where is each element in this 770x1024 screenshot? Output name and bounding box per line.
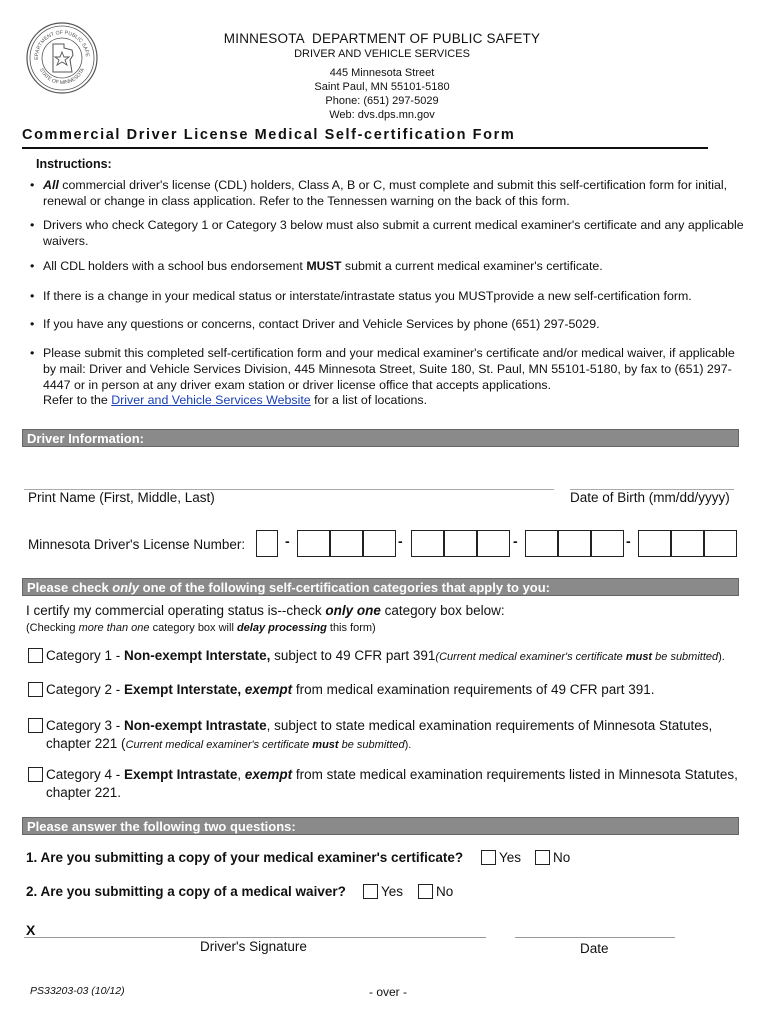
- name-label: Print Name (First, Middle, Last): [28, 490, 215, 505]
- q2-no-label: No: [436, 884, 454, 899]
- date-field[interactable]: [515, 937, 675, 938]
- dl-digit-box[interactable]: [477, 530, 510, 557]
- category-2-label: Category 2 - Exempt Interstate, exempt from medical examination requirements of 49 CFR part 391.: [46, 682, 655, 697]
- dl-digit-box[interactable]: [558, 530, 591, 557]
- signature-field[interactable]: [24, 937, 486, 938]
- dl-digit-box[interactable]: [671, 530, 704, 557]
- dl-dash: -: [513, 533, 518, 549]
- instruction-bullet-3: • All CDL holders with a school bus endorsement MUST submit a current medical examiner's certificate.: [30, 259, 603, 273]
- dl-digit-box[interactable]: [444, 530, 477, 557]
- instructions-heading: Instructions:: [36, 157, 112, 171]
- dl-digit-box[interactable]: [256, 530, 278, 557]
- division-name: DRIVER AND VEHICLE SERVICES: [294, 48, 470, 60]
- title-divider: [22, 147, 708, 149]
- dl-digit-box[interactable]: [411, 530, 444, 557]
- categories-header: Please check only one of the following self-certification categories that apply to you:: [22, 578, 739, 596]
- q1-yes-checkbox[interactable]: [481, 850, 496, 865]
- dl-digit-box[interactable]: [297, 530, 330, 557]
- q1-yes-label: Yes: [499, 850, 522, 865]
- instruction-bullet-6: • Please submit this completed self-certification form and your medical examiner's certificate and/or medical waiver, if applicable by mail: Driver and Vehicle Services Division, 445 Minnesota Street, Suite 180, St. Paul, MN 55101-5180, by fax to (651) 297-4447 or in person at any driver exam station or driver license office that accepts applications. Refer to the Driver and Vehicle Services Website for a list of locations.: [30, 346, 735, 408]
- question-2: 2. Are you submitting a copy of a medical waiver?: [26, 884, 346, 899]
- form-number: PS33203-03 (10/12): [30, 985, 125, 997]
- date-label: Date: [580, 941, 609, 956]
- category-4-label: Category 4 - Exempt Intrastate, exempt from state medical examination requirements listed in Minnesota Statutes, chapter 221.: [46, 767, 738, 800]
- dl-digit-box[interactable]: [591, 530, 624, 557]
- q2-yes-checkbox[interactable]: [363, 884, 378, 899]
- dob-label: Date of Birth (mm/dd/yyyy): [570, 490, 730, 505]
- processing-note: (Checking more than one category box will delay processing this form): [26, 622, 376, 634]
- dl-digit-box[interactable]: [363, 530, 396, 557]
- dl-dash: -: [398, 533, 403, 549]
- agency-name: MINNESOTA DEPARTMENT OF PUBLIC SAFETY: [223, 31, 541, 46]
- q2-yes-label: Yes: [381, 884, 404, 899]
- dl-digit-box[interactable]: [525, 530, 558, 557]
- instruction-bullet-2: • Drivers who check Category 1 or Category 3 below must also submit a current medical examiner's certificate and any applicable waivers.: [30, 218, 744, 248]
- instruction-bullet-4: • If there is a change in your medical status or interstate/intrastate status you MUSTprovide a new self-certification form.: [30, 289, 692, 303]
- signature-label: Driver's Signature: [200, 939, 307, 954]
- form-title: Commercial Driver License Medical Self-certification Form: [22, 127, 516, 143]
- dl-digit-box[interactable]: [330, 530, 363, 557]
- dl-digit-box[interactable]: [704, 530, 737, 557]
- driver-info-header: Driver Information:: [22, 429, 739, 447]
- over-indicator: - over -: [369, 985, 408, 999]
- instruction-bullet-1: • All commercial driver's license (CDL) holders, Class A, B or C, must complete and submit this self-certification form for initial, renewal or change in class application. Refer to the Tennessen warning on the back of this form.: [30, 178, 728, 208]
- certify-statement: I certify my commercial operating status is--check only one category box below:: [26, 603, 505, 618]
- address-line-2: Saint Paul, MN 55101-5180: [314, 81, 450, 93]
- minnesota-state-seal: [26, 22, 98, 94]
- questions-header: Please answer the following two questions:: [22, 817, 739, 835]
- dl-dash: -: [285, 533, 290, 549]
- q1-no-label: No: [553, 850, 571, 865]
- svg-text:STATE OF MINNESOTA: STATE OF MINNESOTA: [37, 67, 87, 87]
- signature-x-mark: X: [26, 922, 36, 938]
- dl-dash: -: [626, 533, 631, 549]
- dl-number-label: Minnesota Driver's License Number:: [28, 537, 246, 552]
- dl-digit-box[interactable]: [638, 530, 671, 557]
- category-1-label: Category 1 - Non-exempt Interstate, subject to 49 CFR part 391(Current medical examiner's certificate must be submitted).: [46, 648, 725, 663]
- question-1: 1. Are you submitting a copy of your medical examiner's certificate?: [26, 850, 464, 865]
- phone: Phone: (651) 297-5029: [325, 95, 439, 107]
- svg-text:DEPARTMENT OF PUBLIC SAFETY: EPARTMENT OF PUBLIC SAFE: [33, 29, 91, 60]
- website: Web: dvs.dps.mn.gov: [329, 109, 435, 121]
- instruction-bullet-5: • If you have any questions or concerns, contact Driver and Vehicle Services by phone (651) 297-5029.: [30, 317, 600, 331]
- dvs-website-link[interactable]: Driver and Vehicle Services Website: [111, 393, 311, 408]
- category-3-label: Category 3 - Non-exempt Intrastate, subject to state medical examination requirements of Minnesota Statutes, chapter 221 (Current medical examiner's certificate must be submitted).: [46, 718, 713, 751]
- q2-no-checkbox[interactable]: [418, 884, 433, 899]
- address-line-1: 445 Minnesota Street: [329, 67, 435, 79]
- q1-no-checkbox[interactable]: [535, 850, 550, 865]
